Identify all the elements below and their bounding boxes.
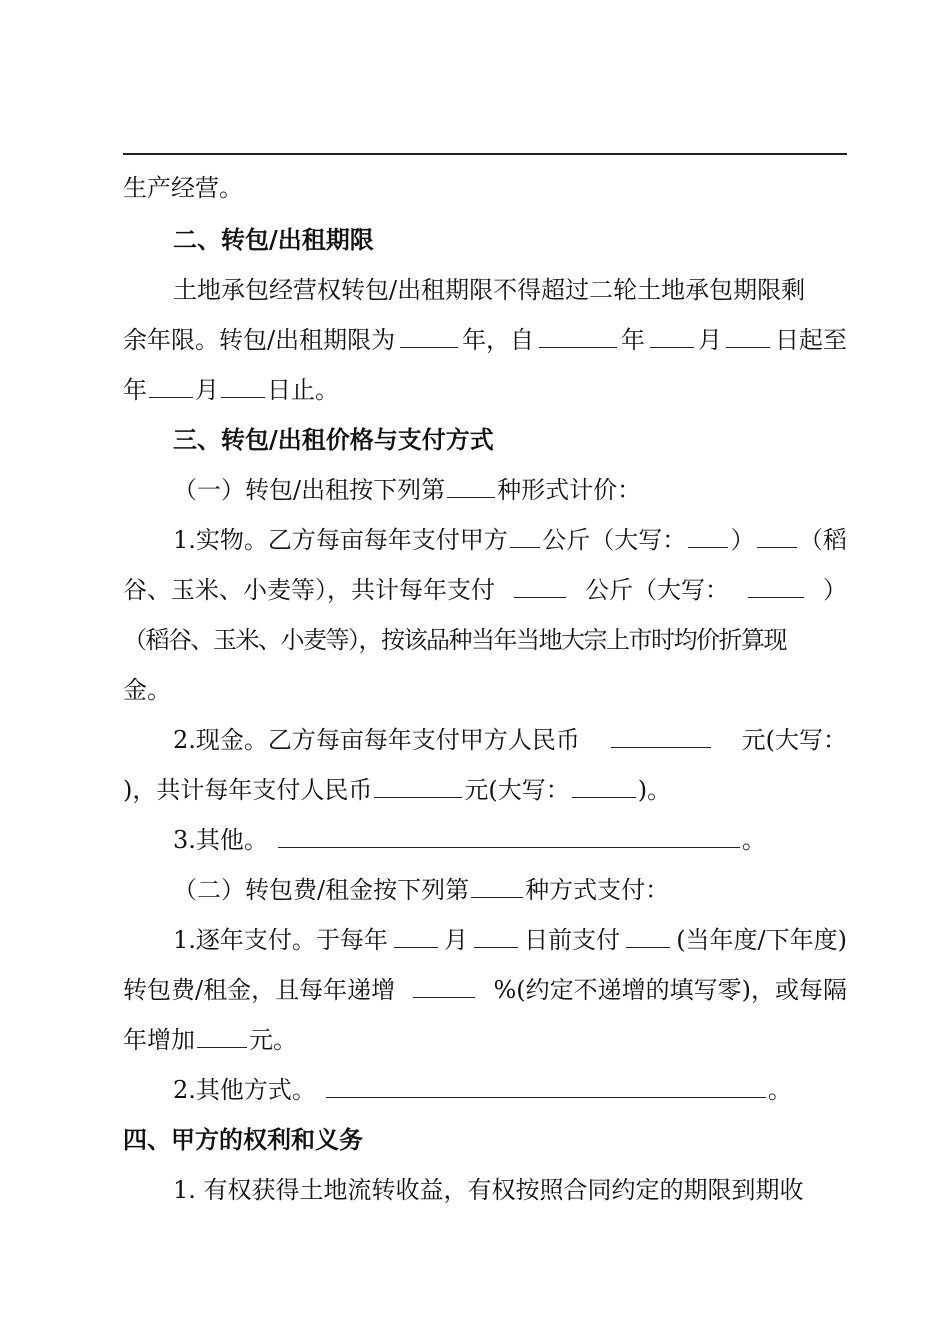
blank-field[interactable] <box>748 575 804 598</box>
blank-field[interactable] <box>471 875 523 898</box>
section-heading-party-a <box>123 1125 847 1155</box>
header-rule <box>123 153 847 155</box>
text: 土地承包经营权转包/出租期限不得超过二轮土地承包期限剩 <box>173 276 806 304</box>
text: 种形式计价： <box>497 476 642 504</box>
text: 日起至 <box>774 326 847 354</box>
text: 生产经营。 <box>123 174 243 202</box>
text-line <box>123 173 847 203</box>
text: 1. 有权获得土地流转收益，有权按照合同约定的期限到期收 <box>173 1176 804 1204</box>
text: ） <box>823 576 847 604</box>
text: %(约定不递增的填写零)，或每隔 <box>493 976 847 1004</box>
text: （一）转包/出租按下列第 <box>173 476 446 504</box>
text: 元。 <box>249 1026 297 1054</box>
blank-field[interactable] <box>447 475 495 498</box>
blank-field[interactable] <box>278 825 740 848</box>
text: 月 <box>444 926 468 954</box>
text: 2.其他方式。 <box>173 1076 316 1104</box>
blank-field[interactable] <box>197 1025 247 1048</box>
text: 。 <box>741 826 766 854</box>
text-line <box>173 525 847 555</box>
text-line <box>173 925 847 955</box>
text-line <box>173 725 847 755</box>
text: 元(大写： <box>464 776 570 804</box>
blank-field[interactable] <box>539 325 617 348</box>
blank-field[interactable] <box>149 375 193 398</box>
text: 。 <box>767 1076 792 1104</box>
text: 余年限。转包/出租期限为 <box>123 326 396 354</box>
text: 金。 <box>123 676 171 704</box>
text: （二）转包费/租金按下列第 <box>173 876 470 904</box>
blank-field[interactable] <box>374 775 462 798</box>
text: 公斤（大写： <box>542 526 687 554</box>
text: )，共计每年支付人民币 <box>123 776 373 804</box>
blank-field[interactable] <box>726 325 770 348</box>
text: 谷、玉米、小麦等），共计每年支付 <box>123 576 495 604</box>
text: )。 <box>637 776 672 804</box>
text: 年 <box>621 326 646 354</box>
blank-field[interactable] <box>688 525 728 548</box>
text-line <box>123 575 847 605</box>
heading-text: 二、转包/出租期限 <box>173 225 374 254</box>
text: 年 <box>123 376 147 404</box>
text: 3.其他。 <box>173 826 268 854</box>
text-line <box>173 1075 847 1105</box>
text: 1.实物。乙方每亩每年支付甲方 <box>173 526 508 554</box>
text-line <box>123 975 847 1005</box>
blank-field[interactable] <box>626 925 670 948</box>
blank-field[interactable] <box>572 775 636 798</box>
text-line <box>123 675 847 705</box>
heading-text: 四、甲方的权利和义务 <box>123 1125 363 1154</box>
section-heading-price <box>173 425 847 455</box>
text-line <box>173 825 847 855</box>
blank-field[interactable] <box>400 325 458 348</box>
section-heading-term <box>173 225 847 255</box>
text-line <box>123 325 847 355</box>
text: 月 <box>698 326 722 354</box>
text: 元(大写： <box>741 726 847 754</box>
blank-field[interactable] <box>413 975 475 998</box>
heading-text: 三、转包/出租价格与支付方式 <box>173 425 494 454</box>
text: 月 <box>195 376 219 404</box>
text: 日止。 <box>267 376 339 404</box>
text-line <box>173 1175 847 1205</box>
text-line <box>173 875 847 905</box>
text-line <box>123 775 847 805</box>
blank-field[interactable] <box>514 575 566 598</box>
text: （稻谷、玉米、小麦等），按该品种当年当地大宗上市时均价折算现 <box>123 626 786 654</box>
blank-field[interactable] <box>611 725 711 748</box>
text: 年增加 <box>123 1026 195 1054</box>
text: (当年度/下年度) <box>676 926 847 954</box>
blank-field[interactable] <box>221 375 265 398</box>
blank-field[interactable] <box>326 1075 766 1098</box>
blank-field[interactable] <box>474 925 518 948</box>
blank-field[interactable] <box>394 925 438 948</box>
text: 公斤（大写： <box>585 576 729 604</box>
text: 种方式支付： <box>525 876 670 904</box>
text: 2.现金。乙方每亩每年支付甲方人民币 <box>173 726 580 754</box>
blank-field[interactable] <box>650 325 694 348</box>
text: 转包费/租金，且每年递增 <box>123 976 396 1004</box>
text: （稻 <box>798 526 847 554</box>
text: 日前支付 <box>524 926 621 954</box>
text: 1.逐年支付。于每年 <box>173 926 388 954</box>
text-line <box>123 1025 847 1055</box>
blank-field[interactable] <box>757 525 797 548</box>
text-line <box>173 475 847 505</box>
blank-field[interactable] <box>510 525 540 548</box>
text-line <box>123 625 847 655</box>
text: 年，自 <box>462 326 535 354</box>
text-line <box>123 375 847 405</box>
text: ） <box>730 526 755 554</box>
text-line <box>173 275 847 305</box>
